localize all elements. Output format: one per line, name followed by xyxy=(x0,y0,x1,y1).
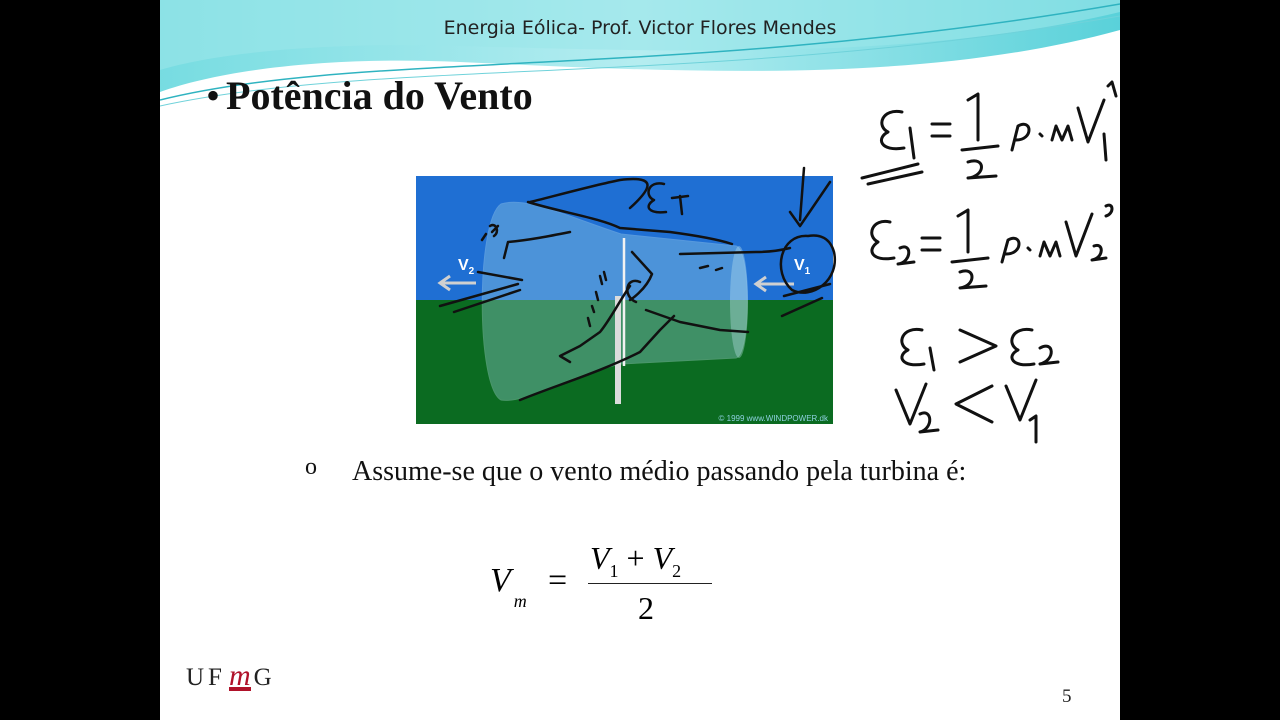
list-marker: o xyxy=(305,454,317,480)
label-v1: V xyxy=(794,257,805,274)
figure-copyright: © 1999 www.WINDPOWER.dk xyxy=(718,414,828,423)
label-v1-sub: 1 xyxy=(804,266,811,277)
label-v2-sub: 2 xyxy=(468,266,475,277)
ink-inequality-energy xyxy=(902,329,1058,370)
formula-denominator: 2 xyxy=(638,590,654,626)
formula-lhs: $V_m$ xyxy=(490,562,527,611)
heading-text: Potência do Vento xyxy=(226,73,533,118)
ink-inequality-velocity xyxy=(896,380,1036,442)
slide xyxy=(160,0,1120,720)
slide-heading xyxy=(206,72,533,119)
formula-equals: = xyxy=(548,562,568,599)
header-title: Energia Eólica- Prof. Victor Flores Mendes xyxy=(443,17,837,39)
ufmg-logo: UF m G xyxy=(186,659,276,692)
heading-bullet: • xyxy=(206,73,221,118)
page-number: 5 xyxy=(1062,686,1072,707)
formula-numerator: $V_1 + V_2$ xyxy=(590,540,682,581)
list-text: Assume-se que o vento médio passando pela turbina é: xyxy=(352,456,967,487)
fraction-bar xyxy=(588,583,712,584)
mean-velocity-formula xyxy=(490,540,740,630)
streamtube-inlet xyxy=(730,246,748,358)
label-v2: V xyxy=(458,257,469,274)
ink-equation-e2 xyxy=(872,205,1112,288)
wind-turbine-figure xyxy=(416,176,833,424)
turbine-tower xyxy=(615,296,621,404)
